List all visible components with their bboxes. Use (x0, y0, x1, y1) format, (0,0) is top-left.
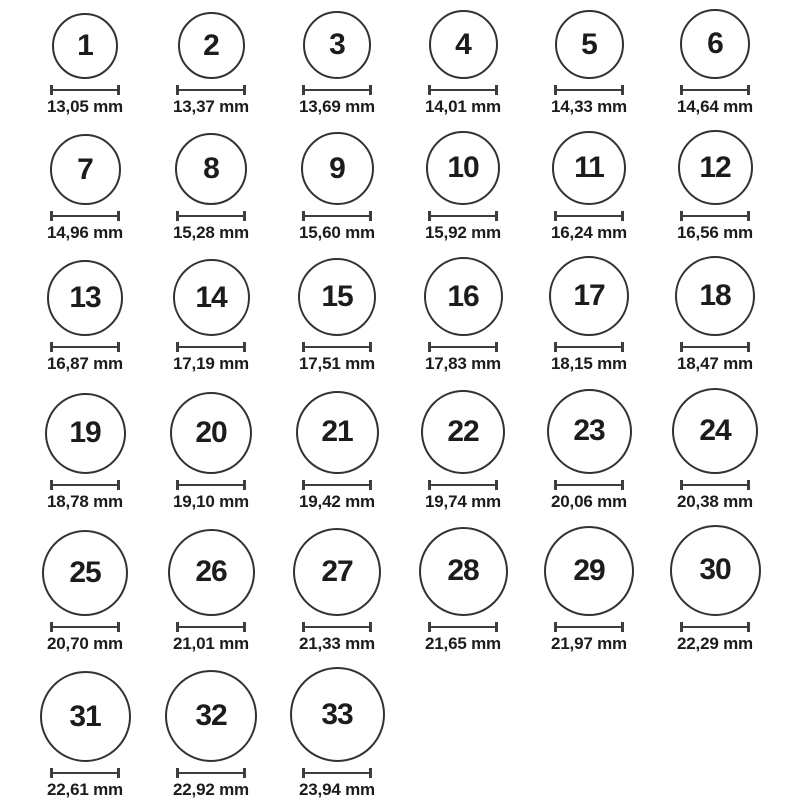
diameter-measure-line (554, 342, 624, 352)
diameter-measure-line (554, 480, 624, 490)
ring-size-number: 9 (329, 151, 345, 185)
ring-circle (170, 392, 252, 474)
diameter-measure-line (680, 342, 750, 352)
diameter-measure-line (302, 342, 372, 352)
ring-size-number: 33 (321, 697, 353, 731)
diameter-measure-line (176, 622, 246, 632)
ring-size-item (419, 527, 508, 654)
diameter-measure-line (428, 85, 498, 95)
diameter-measure-line (176, 480, 246, 490)
ring-circle (175, 133, 247, 205)
diameter-label: 15,28 mm (173, 223, 249, 243)
diameter-label: 17,19 mm (173, 354, 249, 374)
ring-size-item (47, 13, 123, 117)
ring-size-item (547, 389, 632, 512)
ring-circle (675, 256, 755, 336)
ring-size-item (551, 10, 627, 117)
ring-size-number: 25 (69, 555, 101, 589)
ring-size-item (45, 393, 126, 512)
diameter-label: 16,87 mm (47, 354, 123, 374)
diameter-label: 19,42 mm (299, 491, 375, 511)
diameter-label: 19,74 mm (425, 491, 501, 511)
diameter-measure-line (50, 342, 120, 352)
ring-size-number: 32 (195, 699, 227, 732)
ring-size-number: 2 (203, 28, 219, 62)
ring-circle (429, 10, 498, 79)
diameter-label: 13,37 mm (173, 97, 249, 117)
diameter-label: 20,06 mm (551, 491, 627, 511)
ring-circle (290, 667, 385, 762)
ring-size-item (425, 131, 501, 243)
diameter-label: 14,01 mm (425, 97, 501, 117)
diameter-label: 21,65 mm (425, 633, 501, 653)
ring-size-number: 7 (77, 152, 93, 186)
diameter-label: 18,78 mm (47, 491, 123, 511)
ring-size-number: 29 (573, 553, 605, 587)
ring-circle (50, 134, 121, 205)
diameter-label: 14,64 mm (677, 97, 753, 117)
diameter-measure-line (50, 85, 120, 95)
ring-size-number: 22 (447, 414, 479, 448)
ring-size-item (42, 530, 128, 654)
diameter-label: 17,83 mm (425, 354, 501, 374)
ring-size-item (168, 529, 255, 654)
diameter-label: 15,60 mm (299, 223, 375, 243)
ring-size-number: 3 (329, 28, 345, 62)
diameter-measure-line (680, 480, 750, 490)
diameter-label: 14,33 mm (551, 97, 627, 117)
ring-size-number: 14 (195, 280, 227, 314)
ring-size-number: 12 (699, 150, 731, 184)
diameter-measure-line (50, 622, 120, 632)
ring-size-number: 26 (195, 555, 227, 589)
diameter-measure-line (302, 211, 372, 221)
ring-circle (421, 390, 505, 474)
diameter-label: 20,70 mm (47, 633, 123, 653)
diameter-measure-line (428, 211, 498, 221)
diameter-measure-line (302, 480, 372, 490)
ring-circle (678, 130, 753, 205)
ring-circle (47, 260, 123, 336)
ring-size-item (290, 667, 385, 800)
diameter-measure-line (554, 622, 624, 632)
diameter-measure-line (428, 480, 498, 490)
ring-size-number: 16 (447, 279, 479, 313)
ring-size-item (421, 390, 505, 512)
diameter-label: 18,15 mm (551, 354, 627, 374)
ring-size-item (549, 256, 629, 374)
diameter-measure-line (680, 622, 750, 632)
diameter-measure-line (176, 85, 246, 95)
ring-circle (168, 529, 255, 616)
ring-size-item (165, 670, 257, 800)
diameter-measure-line (50, 480, 120, 490)
ring-size-item (298, 258, 376, 374)
ring-size-item (47, 260, 123, 374)
diameter-label: 21,33 mm (299, 633, 375, 653)
diameter-measure-line (554, 85, 624, 95)
diameter-measure-line (176, 342, 246, 352)
ring-circle (165, 670, 257, 762)
diameter-label: 13,69 mm (299, 97, 375, 117)
ring-size-number: 28 (447, 554, 479, 588)
ring-size-item (173, 12, 249, 117)
ring-size-item (173, 259, 250, 374)
ring-size-number: 4 (455, 27, 471, 61)
ring-circle (45, 393, 126, 474)
ring-circle (670, 525, 761, 616)
diameter-measure-line (428, 622, 498, 632)
ring-size-item (672, 388, 758, 512)
ring-size-number: 1 (77, 29, 93, 63)
ring-circle (544, 526, 634, 616)
ring-size-item (299, 132, 375, 243)
ring-size-item (299, 11, 375, 117)
diameter-measure-line (428, 342, 498, 352)
diameter-label: 13,05 mm (47, 97, 123, 117)
ring-circle (426, 131, 500, 205)
ring-size-item (544, 526, 634, 654)
ring-circle (301, 132, 374, 205)
ring-circle (672, 388, 758, 474)
diameter-measure-line (50, 768, 120, 778)
ring-size-number: 15 (321, 280, 353, 314)
ring-size-item (677, 130, 753, 243)
ring-size-item (40, 671, 131, 800)
diameter-label: 23,94 mm (299, 780, 375, 799)
diameter-measure-line (302, 622, 372, 632)
ring-size-number: 11 (574, 151, 604, 185)
ring-circle (552, 131, 626, 205)
ring-circle (547, 389, 632, 474)
diameter-label: 19,10 mm (173, 491, 249, 511)
ring-size-number: 18 (699, 279, 731, 313)
diameter-label: 15,92 mm (425, 223, 501, 243)
ring-circle (424, 257, 503, 336)
ring-circle (42, 530, 128, 616)
ring-circle (296, 391, 379, 474)
diameter-measure-line (554, 211, 624, 221)
diameter-measure-line (50, 211, 120, 221)
ring-circle (303, 11, 371, 79)
ring-size-item (670, 525, 761, 654)
ring-circle (173, 259, 250, 336)
ring-circle (680, 9, 750, 79)
ring-size-number: 8 (203, 152, 219, 186)
diameter-label: 22,61 mm (47, 780, 123, 799)
diameter-measure-line (302, 768, 372, 778)
diameter-label: 20,38 mm (677, 491, 753, 511)
ring-size-item (47, 134, 123, 243)
ring-size-item (425, 10, 501, 117)
diameter-label: 18,47 mm (677, 354, 753, 374)
ring-size-number: 5 (581, 27, 597, 61)
diameter-label: 16,56 mm (677, 223, 753, 243)
ring-size-item (424, 257, 503, 374)
diameter-measure-line (680, 85, 750, 95)
diameter-label: 21,97 mm (551, 633, 627, 653)
ring-circle (52, 13, 118, 79)
diameter-measure-line (302, 85, 372, 95)
ring-size-item (675, 256, 755, 374)
ring-size-number: 13 (69, 281, 101, 315)
ring-size-number: 27 (321, 554, 353, 588)
ring-size-number: 23 (573, 414, 605, 448)
ring-size-number: 20 (195, 415, 227, 449)
ring-circle (40, 671, 131, 762)
diameter-label: 21,01 mm (173, 633, 249, 653)
ring-circle (549, 256, 629, 336)
diameter-label: 16,24 mm (551, 223, 627, 243)
ring-size-number: 17 (573, 279, 605, 313)
ring-size-number: 21 (321, 415, 353, 449)
ring-circle (178, 12, 245, 79)
ring-size-number: 31 (69, 699, 101, 733)
diameter-label: 17,51 mm (299, 354, 375, 374)
ring-size-item (677, 9, 753, 117)
diameter-measure-line (176, 211, 246, 221)
ring-size-number: 24 (699, 413, 731, 447)
ring-circle (293, 528, 381, 616)
ring-circle (555, 10, 624, 79)
diameter-label: 22,29 mm (677, 633, 753, 653)
diameter-label: 22,92 mm (173, 780, 249, 799)
diameter-measure-line (680, 211, 750, 221)
ring-size-item (551, 131, 627, 243)
ring-size-number: 10 (447, 151, 479, 185)
ring-size-item (173, 133, 249, 243)
ring-size-item (170, 392, 252, 512)
ring-size-number: 19 (69, 416, 101, 450)
ring-size-item (296, 391, 379, 512)
ring-size-item (293, 528, 381, 654)
diameter-label: 14,96 mm (47, 223, 123, 243)
ring-circle (419, 527, 508, 616)
diameter-measure-line (176, 768, 246, 778)
ring-size-number: 30 (699, 553, 731, 587)
ring-circle (298, 258, 376, 336)
ring-size-number: 6 (707, 27, 723, 61)
